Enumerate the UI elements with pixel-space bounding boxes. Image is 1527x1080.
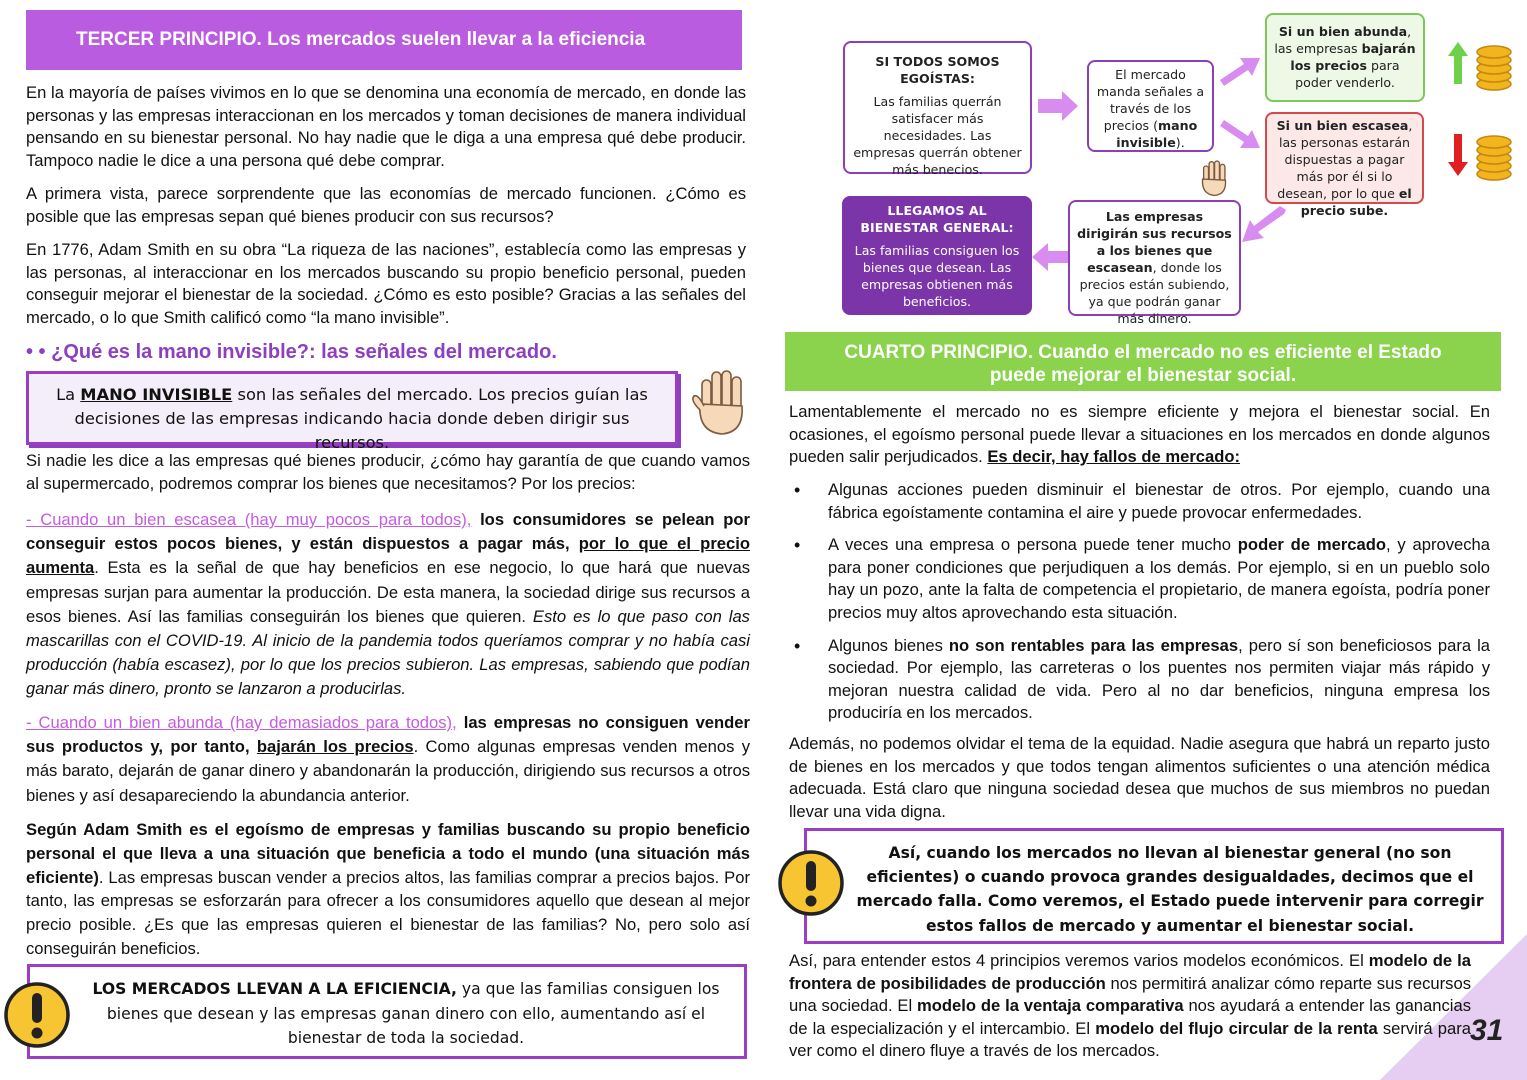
header-text: TERCER PRINCIPIO. Los mercados suelen llevar a la eficiencia xyxy=(76,29,646,50)
warning-box-eficiencia: LOS MERCADOS LLEVAN A LA EFICIENCIA, ya que las familias consiguen los bienes que desean y las empresas ganan dinero con ello, aumentando así el bienestar de toda la sociedad. xyxy=(27,964,747,1059)
section-header-cuarto-principio: CUARTO PRINCIPIO. Cuando el mercado no es eficiente el Estado puede mejorar el bienestar social. xyxy=(785,332,1501,391)
warning-icon xyxy=(776,848,846,918)
paragraph-fallos: Lamentablemente el mercado no es siempre eficiente y mejora el bienestar social. En ocasiones, el egoísmo personal puede llevar a situaciones en los mercados en donde algunos pueden salir perjudicados. Es decir, hay fallos de mercado: xyxy=(789,402,1490,467)
paragraph-adam-smith: En 1776, Adam Smith en su obra “La riqueza de las naciones”, establecía como las empresas y las personas, al interaccionar en los mercados buscando su propio beneficio personal, pueden conseguir mejorar el bienestar de la sociedad. ¿Cómo es esto posible? Gracias a las señales del mercado, o lo que Smith calificó como “la mano invisible”. xyxy=(26,240,746,327)
arrow-left-icon xyxy=(1032,243,1068,271)
diagram-box-egoistas: SI TODOS SOMOS EGOÍSTAS: Las familias querrán satisfacer más necesidades. Las empresas querrán obtener más benecios. xyxy=(843,41,1032,174)
paragraph-escasez: - Cuando un bien escasea (hay muy pocos para todos), los consumidores se pelean por conseguir estos pocos bienes, y están dispuestos a pagar más, por lo que el precio aumenta. Esta es la señal de que hay beneficios en ese negocio, lo que hará que nuevas empresas surjan para aumentar la producción. De esta manera, la sociedad dirige sus recursos a esos bienes. Así las familias conseguirán los bienes que quieren. Esto es lo que paso con las mascarillas con el COVID-19. Al inicio de la pandemia todos queríamos comprar y no había casi producción (había escasez), por lo que los precios subieron. Las empresas, sabiendo que podían ganar más dinero, pronto se lanzaron a producirlas. xyxy=(26,510,750,699)
price-down-icon xyxy=(1446,130,1516,186)
price-up-icon xyxy=(1446,40,1516,96)
paragraph-precios: Si nadie les dice a las empresas qué bienes producir, ¿cómo hay garantía de que cuando vamos al supermercado, podremos comprar los bienes que necesitamos? Por los precios: xyxy=(26,451,750,493)
warning-icon xyxy=(2,980,72,1050)
warning-box-fallo: Así, cuando los mercados no llevan al bienestar general (no son eficientes) o cuando provoca grandes desigualdades, decimos que el mercado falla. Como veremos, el Estado puede intervenir para corregir estos fallos de mercado y aumentar el bienestar social. xyxy=(804,828,1504,944)
diagram-box-escasea: Si un bien escasea, las personas estarán dispuestas a pagar más por él si lo desean, por lo que el precio sube. xyxy=(1265,112,1424,204)
fallos-list xyxy=(828,479,1490,725)
paragraph-egoismo: Según Adam Smith es el egoísmo de empresas y familias buscando su propio beneficio personal el que lleva a una situación que beneficia a todo el mundo (una situación más eficiente). Las empresas buscan vender a precios altos, las familias comprar a precios bajos. Por tanto, las empresas se esforzarán para ofrecer a los consumidores aquello que desean al mejor precio posible. ¿Es que las empresas quieren el bienestar de las familias? No, pero solo así conseguirán beneficios. xyxy=(26,820,750,958)
list-item: • Algunas acciones pueden disminuir el bienestar de otros. Por ejemplo, cuando una fábrica egoístamente contamina el aire y puede provocar enfermedades. xyxy=(828,479,1490,524)
small-hand-icon xyxy=(1196,158,1232,198)
arrows-branch-icon xyxy=(1216,50,1266,160)
definition-term: MANO INVISIBLE xyxy=(80,385,233,404)
section-header-tercer-principio xyxy=(26,10,742,70)
abundancia-label: - Cuando un bien abunda (hay demasiados para todos), xyxy=(26,713,457,732)
paragraph-intro: En la mayoría de países vivimos en lo que se denomina una economía de mercado, en donde las personas y las empresas interaccionan en los mercados y toman decisiones de manera individual pensando en su bienestar personal. No hay nadie que le diga a una empresa qué debe producir. Tampoco nadie le dice a una persona qué debe comprar. xyxy=(26,83,746,170)
page-number: 31 xyxy=(1470,1014,1504,1047)
diagram-box-senales: El mercado manda señales a través de los precios (mano invisible). xyxy=(1087,60,1214,152)
paragraph-modelos: Así, para entender estos 4 principios veremos varios modelos económicos. El modelo de la frontera de posibilidades de producción nos permitirá analizar cómo reparte sus recursos una sociedad. El modelo de la ventaja comparativa nos ayudará a entender las ganancias de la especialización y el intercambio. El modelo del flujo circular de la renta servirá para ver como el dinero fluye a través de los mercados. xyxy=(789,951,1472,1061)
hand-icon xyxy=(688,366,754,438)
diagram-box-abunda: Si un bien abunda, las empresas bajarán los precios para poder venderlo. xyxy=(1265,13,1425,102)
subheading-mano-invisible: • • ¿Qué es la mano invisible?: las señales del mercado. xyxy=(26,341,557,363)
arrow-right-icon xyxy=(1038,91,1080,121)
diagram-box-bienestar: LLEGAMOS AL BIENESTAR GENERAL: Las familias consiguen los bienes que desean. Las empresas obtienen más beneficios. xyxy=(842,196,1032,315)
arrow-down-left-icon xyxy=(1240,206,1288,246)
escasez-label: - Cuando un bien escasea (hay muy pocos para todos), xyxy=(26,510,472,529)
paragraph-equidad: Además, no podemos olvidar el tema de la equidad. Nadie asegura que habrá un reparto justo de bienes en los mercados y que todos tengan alimentos suficientes o una atención médica adecuada. Está claro que ninguna sociedad desea que muchos de sus miembros no puedan llevar una vida digna. xyxy=(789,734,1490,821)
paragraph-question: A primera vista, parece sorprendente que las economías de mercado funcionen. ¿Cómo es posible que las empresas sepan qué bienes producir con sus recursos? xyxy=(26,184,746,226)
definition-box: La MANO INVISIBLE son las señales del mercado. Los precios guían las decisiones de las empresas indicando hacia donde deben dirigir sus recursos. xyxy=(26,371,678,445)
list-item: • A veces una empresa o persona puede tener mucho poder de mercado, y aprovecha para poner condiciones que perjudiquen a los demás. Por ejemplo, si en un pueblo solo hay un pozo, ante la falta de competencia el propietario, de manera egoísta, podría poner precios muy altos aprovechando esta situación. xyxy=(828,534,1490,624)
paragraph-abundancia: - Cuando un bien abunda (hay demasiados para todos), las empresas no consiguen vender sus productos y, por tanto, bajarán los precios. Como algunas empresas venden menos y más barato, dejarán de ganar dinero y abandonarán la producción, dirigiendo sus recursos a otros bienes y así desapareciendo la abundancia anterior. xyxy=(26,713,750,805)
list-item: • Algunos bienes no son rentables para las empresas, pero sí son beneficiosos para la sociedad. Por ejemplo, las carreteras o los puentes nos permiten viajar más rápido y mejoran nuestra calidad de vida. Pero al no dar beneficios, ninguna empresa los produciría en los mercados. xyxy=(828,635,1490,725)
diagram-box-recursos: Las empresas dirigirán sus recursos a los bienes que escasean, donde los precios están subiendo, ya que podrán ganar más dinero. xyxy=(1068,200,1241,316)
